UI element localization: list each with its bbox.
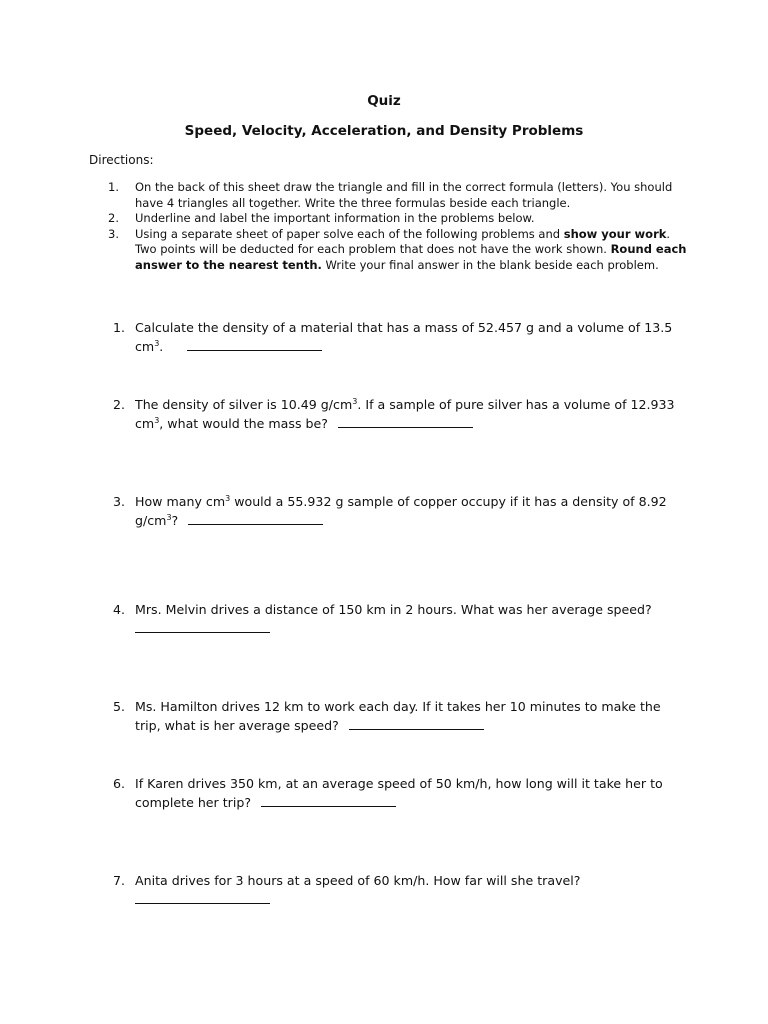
problem-text: If Karen drives 350 km, at an average speed of 50 km/h, how long will it take her to — [135, 776, 663, 791]
direction-emphasis: answer to the nearest tenth. — [135, 257, 322, 272]
problem-text: trip, what is her average speed? — [135, 718, 339, 733]
problem-text: Calculate the density of a material that has a mass of 52.457 g and a volume of 13.5 — [135, 320, 673, 335]
direction-text: Underline and label the important information in the problems below. — [135, 211, 535, 225]
direction-emphasis: Round each — [610, 242, 687, 256]
problem-text: g/cm — [135, 513, 167, 528]
superscript: 3 — [154, 415, 160, 425]
page-title: Quiz — [367, 93, 401, 109]
problem-4 — [113, 600, 715, 638]
direction-number: 1. — [108, 180, 119, 194]
direction-text: . — [666, 226, 671, 241]
answer-blank[interactable] — [135, 891, 270, 904]
direction-text: Using a separate sheet of paper solve each of the following problems and — [135, 226, 564, 241]
page-subtitle: Speed, Velocity, Acceleration, and Density Problems — [184, 123, 584, 139]
answer-blank[interactable] — [187, 338, 322, 351]
problem-3 — [113, 492, 715, 530]
directions-list — [108, 180, 688, 273]
direction-text: On the back of this sheet draw the triangle and fill in the correct formula (letters). You should — [135, 180, 673, 194]
problem-number: 2. — [113, 397, 126, 412]
answer-blank[interactable] — [188, 512, 323, 525]
answer-blank[interactable] — [261, 794, 396, 807]
superscript: 3 — [225, 493, 231, 503]
problem-text: cm — [135, 339, 155, 354]
problem-text: complete her trip? — [135, 795, 252, 810]
direction-item-1 — [108, 180, 688, 211]
problem-text: . — [159, 339, 164, 354]
direction-emphasis: show your work — [563, 226, 667, 241]
direction-number: 3. — [108, 226, 119, 241]
problem-text: , what would the mass be? — [159, 416, 328, 431]
direction-item-2 — [108, 211, 688, 227]
answer-blank[interactable] — [349, 717, 484, 730]
problem-number: 6. — [113, 776, 126, 791]
problem-text: Ms. Hamilton drives 12 km to work each day. If it takes her 10 minutes to make the — [135, 699, 661, 714]
superscript: 3 — [352, 396, 358, 406]
direction-text: Two points will be deducted for each problem that does not have the work shown. — [135, 242, 611, 256]
problem-text: Anita drives for 3 hours at a speed of 60 km/h. How far will she travel? — [135, 873, 581, 888]
problem-text: . If a sample of pure silver has a volume of 12.933 — [357, 397, 675, 412]
problem-text: would a 55.932 g sample of copper occupy if it has a density of 8.92 — [230, 494, 667, 509]
problem-6 — [113, 774, 715, 812]
problem-number: 4. — [113, 602, 126, 617]
problem-1 — [113, 318, 715, 356]
direction-text: Write your final answer in the blank beside each problem. — [321, 257, 659, 272]
directions-label: Directions: — [89, 153, 154, 167]
direction-number: 2. — [108, 211, 119, 225]
problem-2 — [113, 395, 715, 433]
answer-blank[interactable] — [135, 620, 270, 633]
problem-number: 7. — [113, 873, 126, 888]
direction-item-3 — [108, 227, 688, 274]
problem-text: cm — [135, 416, 155, 431]
problem-text: Mrs. Melvin drives a distance of 150 km in 2 hours. What was her average speed? — [135, 602, 652, 617]
superscript: 3 — [154, 338, 160, 348]
problem-text: ? — [171, 513, 179, 528]
problem-text: The density of silver is 10.49 g/cm — [135, 397, 353, 412]
answer-blank[interactable] — [338, 415, 473, 428]
direction-text: have 4 triangles all together. Write the three formulas beside each triangle. — [135, 195, 571, 210]
problem-text: How many cm — [135, 494, 226, 509]
superscript: 3 — [166, 512, 172, 522]
problem-number: 1. — [113, 320, 126, 335]
problem-number: 3. — [113, 494, 126, 509]
problem-5 — [113, 697, 715, 735]
problem-number: 5. — [113, 699, 126, 714]
problem-7 — [113, 871, 715, 909]
